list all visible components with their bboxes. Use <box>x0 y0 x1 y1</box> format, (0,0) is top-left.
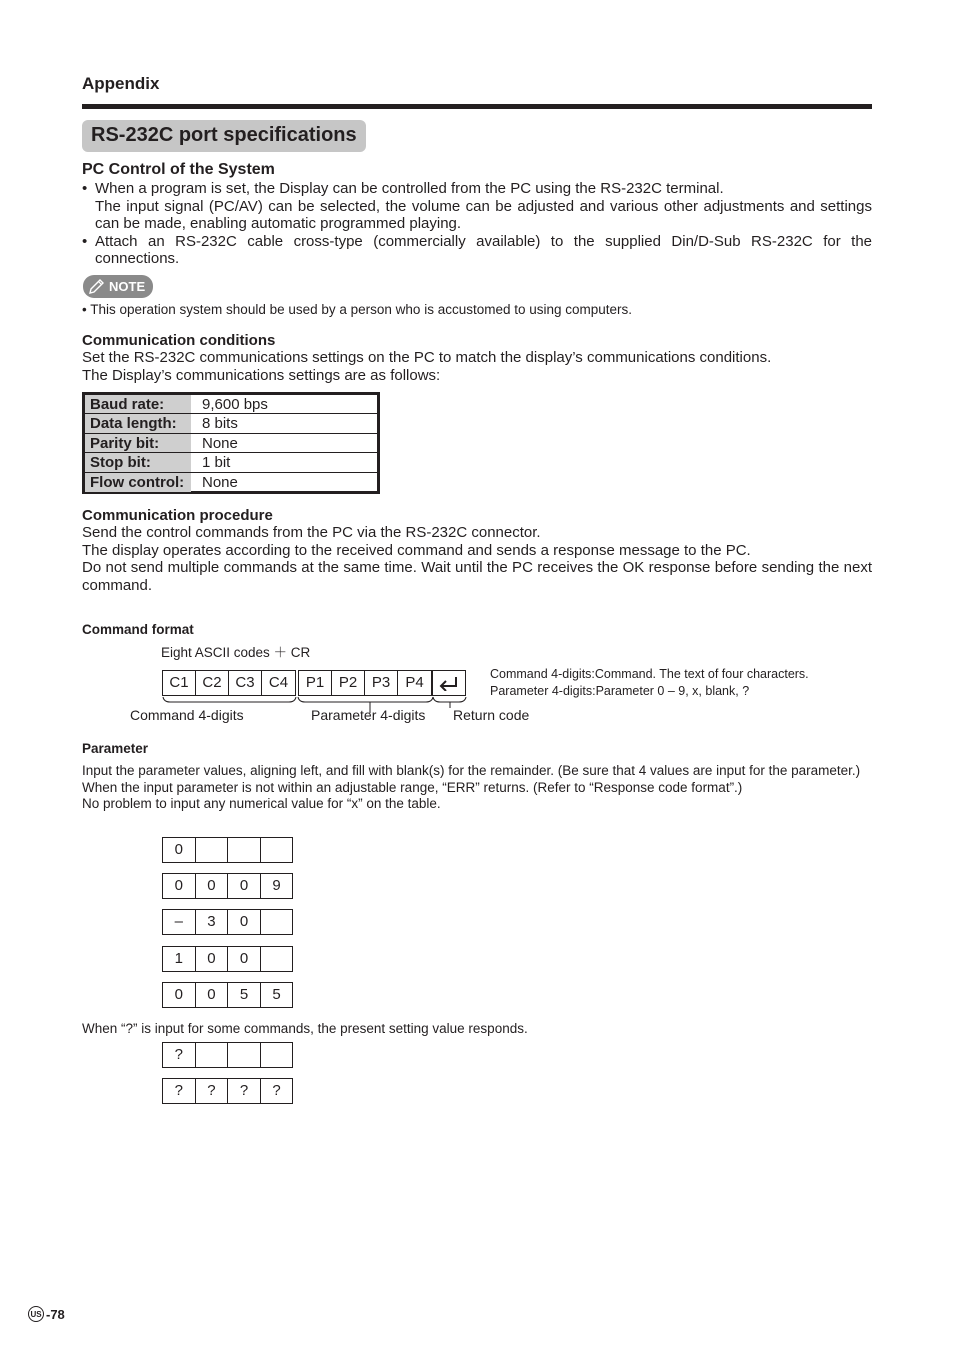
page-title: RS-232C port specifications <box>82 120 366 152</box>
bullet-text: When a program is set, the Display can be controlled from the PC using the RS-232C terminal. <box>95 180 724 197</box>
table-row <box>85 473 377 492</box>
return-arrow-icon <box>438 675 460 691</box>
setting-name: Data length: <box>85 414 191 432</box>
pc-control-heading: PC Control of the System <box>82 161 275 178</box>
page-number-text: -78 <box>46 1306 65 1322</box>
command-digits-label: Command 4-digits <box>130 707 244 723</box>
comm-procedure-text <box>82 524 872 594</box>
parameter-cell: ? <box>162 1042 196 1068</box>
setting-name: Stop bit: <box>85 453 191 471</box>
setting-value: None <box>202 473 238 491</box>
query-example-row <box>162 1078 293 1104</box>
parameter-cell: 9 <box>260 873 294 899</box>
page-number <box>28 1306 65 1322</box>
parameter-cell: 5 <box>260 982 294 1008</box>
parameter-cell: 1 <box>162 946 196 972</box>
comm-conditions-heading: Communication conditions <box>82 332 276 349</box>
parameter-cell <box>195 1042 229 1068</box>
return-code-cell <box>432 670 466 696</box>
parameter-cell: 0 <box>195 873 229 899</box>
parameter-cell: ? <box>162 1078 196 1104</box>
parameter-digits-label: Parameter 4-digits <box>311 707 426 723</box>
bullet-glyph: • <box>82 232 88 250</box>
parameter-cell: 5 <box>227 982 261 1008</box>
setting-value: 9,600 bps <box>202 396 268 413</box>
parameter-cell-p2: P2 <box>331 670 365 696</box>
setting-name: Flow control: <box>85 473 191 492</box>
parameter-cell: 0 <box>162 873 196 899</box>
parameter-cell <box>227 837 261 863</box>
parameter-cell: ? <box>260 1078 294 1104</box>
comm-settings-table <box>82 392 380 494</box>
note-badge <box>83 275 153 298</box>
header-rule <box>82 104 872 109</box>
parameter-cell: 0 <box>162 982 196 1008</box>
region-badge: US <box>28 1306 44 1322</box>
parameter-example-row <box>162 837 293 863</box>
bullet-continuation: The input signal (PC/AV) can be selected, the volume can be adjusted and various other adjustments and settings can be made, enabling automatic programmed playing. <box>95 197 872 233</box>
parameter-example-row <box>162 946 293 972</box>
command-cell-c3: C3 <box>228 670 262 696</box>
parameter-cell: ? <box>195 1078 229 1104</box>
parameter-cell: 0 <box>227 873 261 899</box>
parameter-text-3: No problem to input any numerical value for “x” on the table. <box>82 796 441 811</box>
parameter-cell <box>260 837 294 863</box>
return-code-label: Return code <box>453 707 530 723</box>
setting-name: Baud rate: <box>85 395 191 413</box>
command-format-heading: Command format <box>82 622 194 637</box>
bullet-glyph: • <box>82 180 88 197</box>
parameter-cell <box>260 909 294 935</box>
query-example-row <box>162 1042 293 1068</box>
comm-conditions-line1: Set the RS-232C communications settings on the PC to match the display’s communications conditions. <box>82 349 772 366</box>
setting-name: Parity bit: <box>85 434 191 452</box>
note-pencil-icon <box>87 278 107 296</box>
table-row <box>85 434 377 453</box>
parameter-example-row <box>162 909 293 935</box>
table-row <box>85 453 377 472</box>
bullet-text: Attach an RS-232C cable cross-type (commercially available) to the supplied Din/D-Sub RS-232C for the connections. <box>95 232 872 268</box>
parameter-description: Parameter 4-digits:Parameter 0 – 9, x, blank, ? <box>490 683 750 698</box>
query-text: When “?” is input for some commands, the present setting value responds. <box>82 1021 528 1036</box>
parameter-cell <box>260 1042 294 1068</box>
table-row <box>85 395 377 414</box>
parameter-cell <box>227 1042 261 1068</box>
comm-procedure-line3: Do not send multiple commands at the same time. Wait until the PC receives the OK response before sending the next command. <box>82 559 872 594</box>
note-body: This operation system should be used by a person who is accustomed to using computers. <box>90 302 633 317</box>
parameter-heading: Parameter <box>82 741 149 756</box>
command-description: Command 4-digits:Command. The text of four characters. <box>490 667 809 681</box>
setting-value: None <box>202 434 238 452</box>
parameter-cell-p3: P3 <box>364 670 398 696</box>
bullet-glyph: • <box>82 302 87 317</box>
section-label: Appendix <box>82 74 160 93</box>
parameter-cell <box>260 946 294 972</box>
command-cell-c1: C1 <box>162 670 196 696</box>
setting-value: 1 bit <box>202 454 231 472</box>
comm-procedure-line2: The display operates according to the received command and sends a response message to the PC. <box>82 541 751 559</box>
parameter-text <box>82 763 872 813</box>
parameter-cell: – <box>162 909 196 935</box>
parameter-cell: 3 <box>195 909 229 935</box>
comm-conditions-line2: The Display’s communications settings are as follows: <box>82 366 441 384</box>
command-format-caption: Eight ASCII codes ＋ CR <box>161 645 311 660</box>
command-cell-c4: C4 <box>261 670 296 696</box>
pc-control-bullets <box>82 180 872 268</box>
note-text <box>82 302 872 319</box>
note-label: NOTE <box>109 279 146 294</box>
comm-procedure-line1: Send the control commands from the PC via the RS-232C connector. <box>82 524 541 541</box>
parameter-cell-p4: P4 <box>397 670 432 696</box>
parameter-cell-p1: P1 <box>298 670 332 696</box>
setting-value: 8 bits <box>202 415 238 433</box>
parameter-cell: 0 <box>195 946 229 972</box>
command-format-description <box>490 666 809 699</box>
parameter-text-2: When the input parameter is not within an adjustable range, “ERR” returns. (Refer to “Response code format”.) <box>82 779 743 795</box>
parameter-cell: 0 <box>227 909 261 935</box>
parameter-cell <box>195 837 229 863</box>
table-row <box>85 414 377 433</box>
comm-procedure-heading: Communication procedure <box>82 507 273 524</box>
parameter-text-1: Input the parameter values, aligning left, and fill with blank(s) for the remainder. (Be sure that 4 values are input for the parameter.) <box>82 763 861 778</box>
bullet-item <box>82 233 872 268</box>
parameter-cell: 0 <box>227 946 261 972</box>
parameter-example-row <box>162 873 293 899</box>
bullet-item <box>82 180 872 198</box>
parameter-cell: 0 <box>195 982 229 1008</box>
comm-conditions-text <box>82 349 872 384</box>
command-cell-c2: C2 <box>195 670 229 696</box>
parameter-cell: ? <box>227 1078 261 1104</box>
parameter-example-row <box>162 982 293 1008</box>
parameter-cell: 0 <box>162 837 196 863</box>
